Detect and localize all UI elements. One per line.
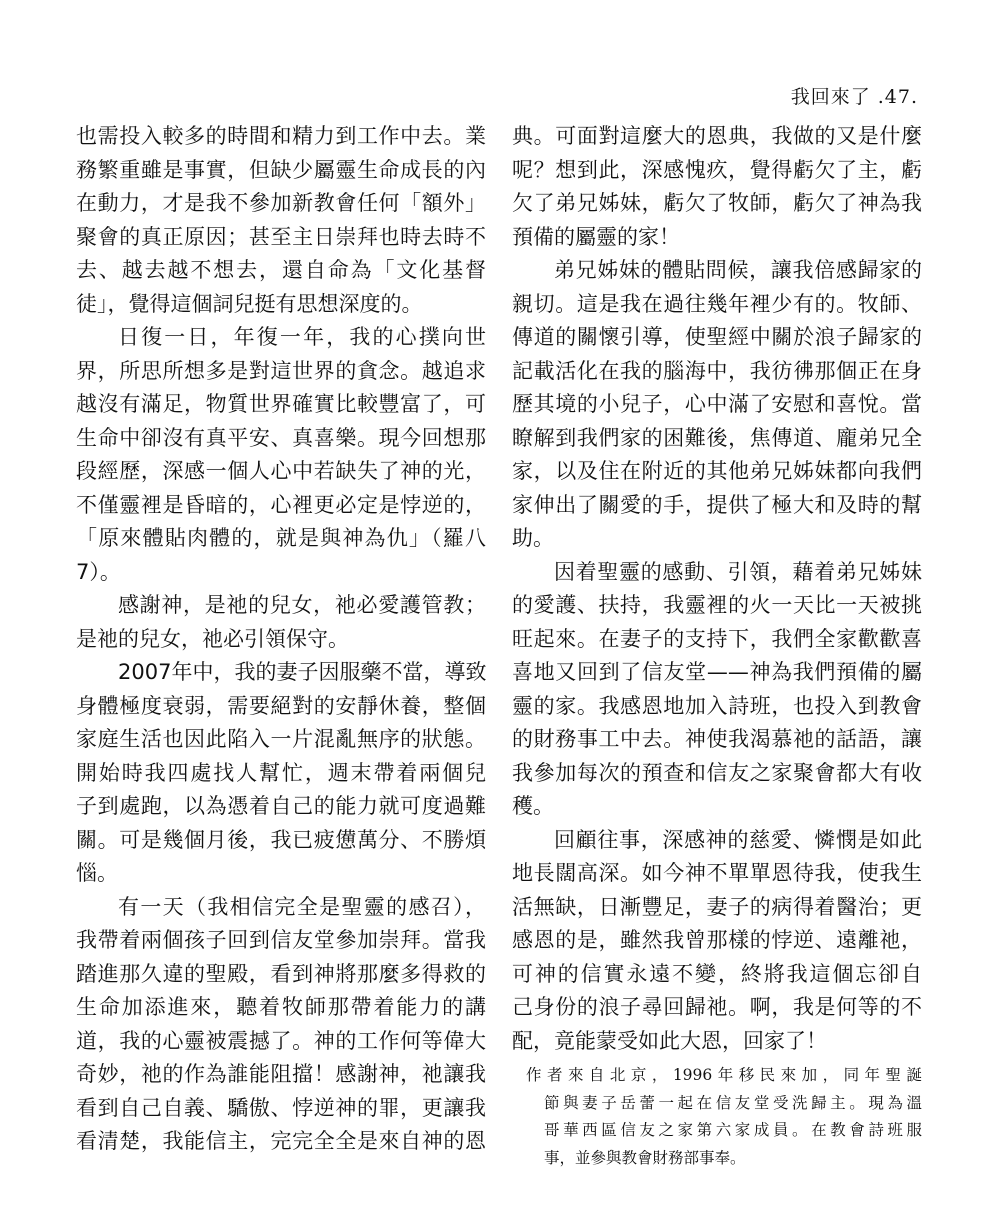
text-line: 喜地又回到了信友堂——神為我們預備的屬 (512, 660, 922, 684)
text-line: 惱。 (76, 861, 118, 885)
text-line: 務繁重雖是事實，但缺少屬靈生命成長的內 (76, 157, 486, 182)
text-line: 穫。 (512, 794, 554, 818)
text-line: 家伸出了關愛的手，提供了極大和及時的幫 (512, 492, 922, 517)
text-line: 配，竟能蒙受如此大恩，回家了！ (512, 1028, 827, 1053)
text-line: 親切。這是我在過往幾年裡少有的。牧師、 (512, 291, 922, 316)
text-line: 靈的家。我感恩地加入詩班，也投入到教會 (512, 693, 922, 718)
text-line: 的財務事工中去。神使我渴慕祂的話語，讓 (512, 727, 922, 751)
text-line: 不僅靈裡是昏暗的，心裡更必定是悖逆的， (76, 492, 486, 517)
text-line: 預備的屬靈的家！ (512, 224, 680, 249)
text-line: 生命中卻沒有真平安、真喜樂。現今回想那 (76, 425, 486, 450)
left-column (76, 120, 486, 1159)
text-line: 踏進那久違的聖殿，看到神將那麼多得救的 (76, 961, 486, 986)
text-line: 回顧往事，深感神的慈愛、憐憫是如此 (554, 827, 922, 852)
text-line: 開始時我四處找人幫忙，週末帶着兩個兒 (76, 760, 486, 785)
right-column-body (512, 120, 922, 1058)
text-line: 我參加每次的預查和信友之家聚會都大有收 (512, 760, 922, 785)
text-line: 呢？想到此，深感愧疚，覺得虧欠了主，虧 (512, 157, 922, 182)
text-line: 奇妙，祂的作為誰能阻擋！感謝神，祂讓我 (76, 1062, 486, 1086)
text-line: 在動力，才是我不參加新教會任何「額外」 (76, 191, 486, 215)
text-line: 瞭解到我們家的困難後，焦傳道、龐弟兄全 (512, 425, 922, 450)
text-line: 去、越去越不想去，還自命為「文化基督 (76, 258, 486, 282)
text-line: 感恩的是，雖然我曾那樣的悖逆、遠離祂， (512, 928, 922, 952)
bio-line: 哥華西區信友之家第六家成員。在教會詩班服 (544, 1121, 922, 1139)
text-line: 我帶着兩個孩子回到信友堂參加崇拜。當我 (76, 928, 486, 952)
text-line: 典。可面對這麼大的恩典，我做的又是什麼 (512, 124, 922, 148)
page-header: 我回來了 .47. (790, 86, 918, 108)
text-line: 家庭生活也因此陷入一片混亂無序的狀態。 (76, 727, 486, 751)
text-line: 看到自己自義、驕傲、悖逆神的罪，更讓我 (76, 1095, 486, 1120)
text-line: 越沒有滿足，物質世界確實比較豐富了，可 (76, 392, 486, 416)
text-line: 傳道的關懷引導，使聖經中關於浪子歸家的 (512, 325, 922, 349)
text-line: 看清楚，我能信主，完完全全是來自神的恩 (76, 1129, 486, 1153)
text-line: 地長闊高深。如今神不單單恩待我，使我生 (512, 861, 922, 885)
text-line: 聚會的真正原因；甚至主日崇拜也時去時不 (76, 224, 486, 249)
text-line: 歷其境的小兒子，心中滿了安慰和喜悅。當 (512, 392, 922, 416)
text-line: 道，我的心靈被震撼了。神的工作何等偉大 (76, 1028, 486, 1053)
text-line: 可神的信實永遠不變，終將我這個忘卻自 (512, 961, 922, 986)
text-line: 記載活化在我的腦海中，我彷彿那個正在身 (512, 358, 922, 383)
text-line: 關。可是幾個月後，我已疲憊萬分、不勝煩 (76, 827, 486, 852)
bio-line: 節與妻子岳蕾一起在信友堂受洗歸主。現為溫 (544, 1093, 922, 1112)
text-line: 「原來體貼肉體的，就是與神為仇」（羅八 (76, 526, 486, 550)
text-line: 身體極度衰弱，需要絕對的安靜休養，整個 (76, 693, 486, 718)
text-line: 因着聖靈的感動、引領，藉着弟兄姊妹 (554, 559, 922, 584)
text-line: 有一天（我相信完全是聖靈的感召）， (118, 894, 486, 919)
bio-line: 事，並參與教會財務部事奉。 (544, 1148, 746, 1167)
text-line: 徒」，覺得這個詞兒挺有思想深度的。 (76, 291, 423, 316)
text-line: 欠了弟兄姊妹，虧欠了牧師，虧欠了神為我 (512, 191, 922, 215)
text-line: 生命加添進來，聽着牧師那帶着能力的講 (76, 995, 486, 1019)
text-line: 活無缺，日漸豐足，妻子的病得着醫治；更 (512, 894, 922, 919)
right-column (512, 120, 922, 1172)
text-line: 子到處跑，以為憑着自己的能力就可度過難 (76, 794, 486, 818)
text-line: 旺起來。在妻子的支持下，我們全家歡歡喜 (512, 626, 922, 651)
text-line: 己身份的浪子尋回歸祂。啊，我是何等的不 (512, 995, 922, 1019)
text-line: 2007年中，我的妻子因服藥不當，導致 (118, 660, 487, 684)
text-line: 感謝神，是祂的兒女，祂必愛護管教； (118, 593, 486, 617)
text-line: 也需投入較多的時間和精力到工作中去。業 (76, 124, 486, 148)
text-line: 日復一日，年復一年，我的心撲向世 (118, 325, 486, 349)
bio-line: 作者來自北京，1996年移民來加，同年聖誕 (526, 1066, 922, 1084)
text-line: 家，以及住在附近的其他弟兄姊妹都向我們 (512, 459, 922, 483)
text-line: 弟兄姊妹的體貼問候，讓我倍感歸家的 (554, 258, 922, 282)
text-line: 的愛護、扶持，我靈裡的火一天比一天被挑 (512, 593, 922, 617)
text-line: 界，所思所想多是對這世界的貪念。越追求 (76, 358, 486, 383)
text-line: 是祂的兒女，祂必引領保守。 (76, 626, 349, 651)
text-line: 7）。 (76, 559, 121, 584)
text-line: 助。 (512, 526, 554, 550)
text-line: 段經歷，深感一個人心中若缺失了神的光， (76, 459, 486, 483)
author-bio (512, 1062, 922, 1172)
